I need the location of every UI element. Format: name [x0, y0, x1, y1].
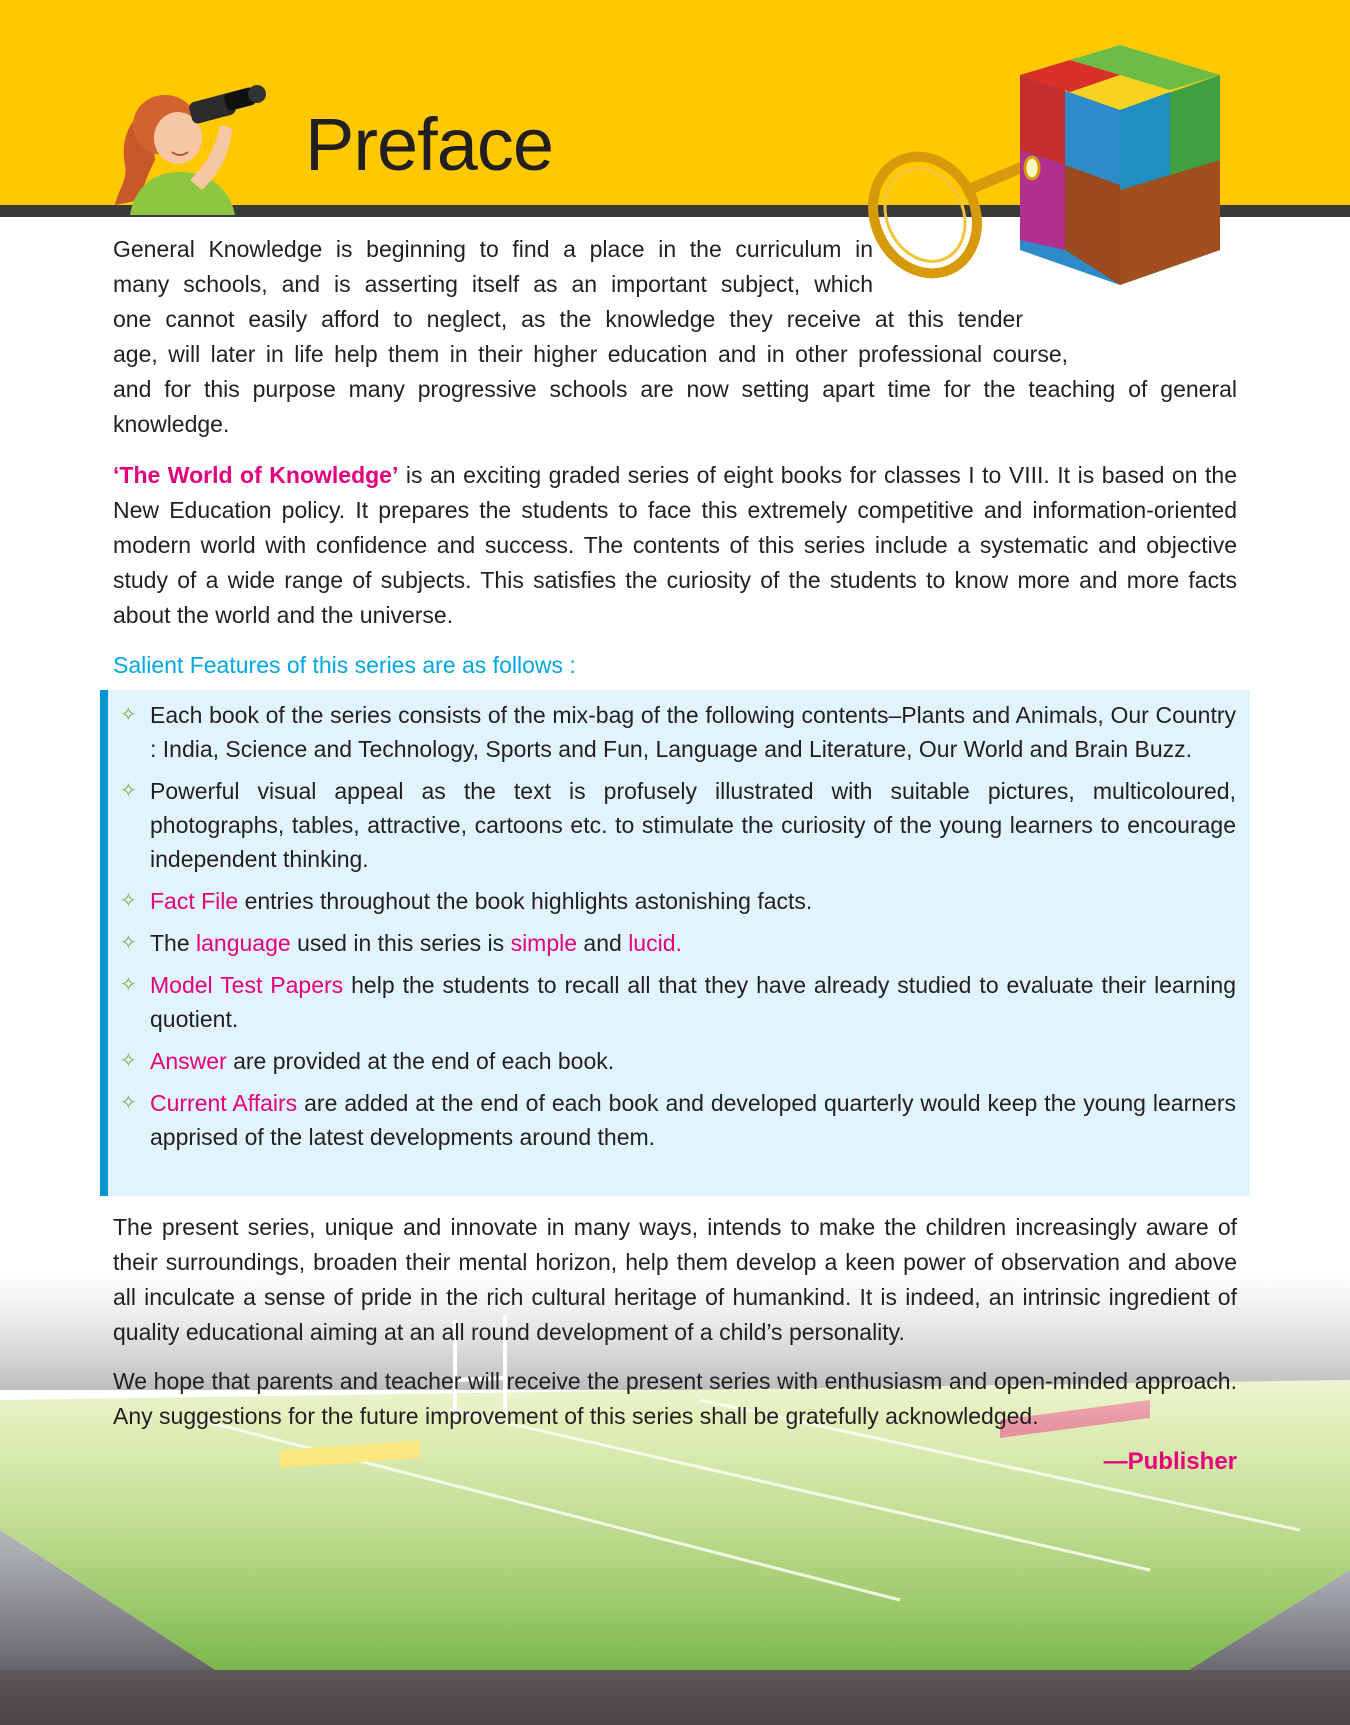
intro-line: one cannot easily afford to neglect, as the knowledge they receive at this tender — [113, 306, 1023, 332]
feature-item: ✧ Answer are provided at the end of each book. — [108, 1044, 1250, 1078]
present-series-paragraph: The present series, unique and innovate in many ways, intends to make the children increasingly aware of their surroundings, broaden their mental horizon, help them develop a keen power of observation and above all inculcate a sense of pride in the rich cultural heritage of humankind. It is indeed, an intrinsic ingredient of quality educational aiming at an all round development of a child’s personality. — [113, 1214, 1237, 1345]
series-paragraph — [113, 458, 1237, 633]
publisher-signature: —Publisher — [1103, 1448, 1237, 1475]
intro-paragraph — [113, 232, 1237, 442]
intro-line: General Knowledge is beginning to find a place in the curriculum in — [113, 236, 873, 262]
diamond-star-bullet-icon: ✧ — [120, 780, 137, 802]
diamond-star-bullet-icon: ✧ — [120, 890, 137, 912]
diamond-star-bullet-icon: ✧ — [120, 974, 137, 996]
feature-item: ✧ Fact File entries throughout the book highlights astonishing facts. — [108, 884, 1250, 918]
feature-item: ✧ Each book of the series consists of the mix-bag of the following contents–Plants and Animals, Our Country : India, Science and Technology, Sports and Fun, Language and Literature, Our World and Brain Buzz. — [108, 698, 1250, 766]
features-list — [108, 690, 1250, 1154]
feature-item: ✧ Powerful visual appeal as the text is profusely illustrated with suitable pictures, multicoloured, photographs, tables, attractive, cartoons etc. to stimulate the curiosity of the young learners to encourage independent thinking. — [108, 774, 1250, 876]
closing-paragraph: We hope that parents and teacher will receive the present series with enthusiasm and open-minded approach. Any suggestions for the future improvement of this series shall be gratefully acknowledged. — [113, 1368, 1237, 1429]
diamond-star-bullet-icon: ✧ — [120, 704, 137, 726]
diamond-star-bullet-icon: ✧ — [120, 1092, 137, 1114]
series-description: is an exciting graded series of eight books for classes I to VIII. It is based on the New Education policy. It prepares the students to face this extremely competitive and information-oriented modern world with confidence and success. The contents of this series include a systematic and objective study of a wide range of subjects. This satisfies the curiosity of the students to know more and more facts about the world and the universe. — [113, 462, 1238, 628]
girl-with-binoculars-illustration — [110, 80, 300, 215]
series-name: ‘The World of Knowledge’ — [113, 462, 399, 488]
page-title: Preface — [305, 103, 554, 186]
feature-item: ✧ Model Test Papers help the students to recall all that they have already studied to evaluate their learning quotient. — [108, 968, 1250, 1036]
intro-line: many schools, and is asserting itself as an important subject, which — [113, 271, 873, 297]
feature-item: ✧ The language used in this series is simple and lucid. — [108, 926, 1250, 960]
intro-line: age, will later in life help them in their higher education and in other professional course, — [113, 341, 1068, 367]
intro-line: and for this purpose many progressive schools are now setting apart time for the teaching of general knowledge. — [113, 376, 1237, 437]
diamond-star-bullet-icon: ✧ — [120, 1050, 137, 1072]
features-heading: Salient Features of this series are as follows : — [113, 652, 576, 678]
feature-item: ✧ Current Affairs are added at the end of each book and developed quarterly would keep the young learners apprised of the latest developments around them. — [108, 1086, 1250, 1154]
features-box — [100, 690, 1250, 1196]
diamond-star-bullet-icon: ✧ — [120, 932, 137, 954]
